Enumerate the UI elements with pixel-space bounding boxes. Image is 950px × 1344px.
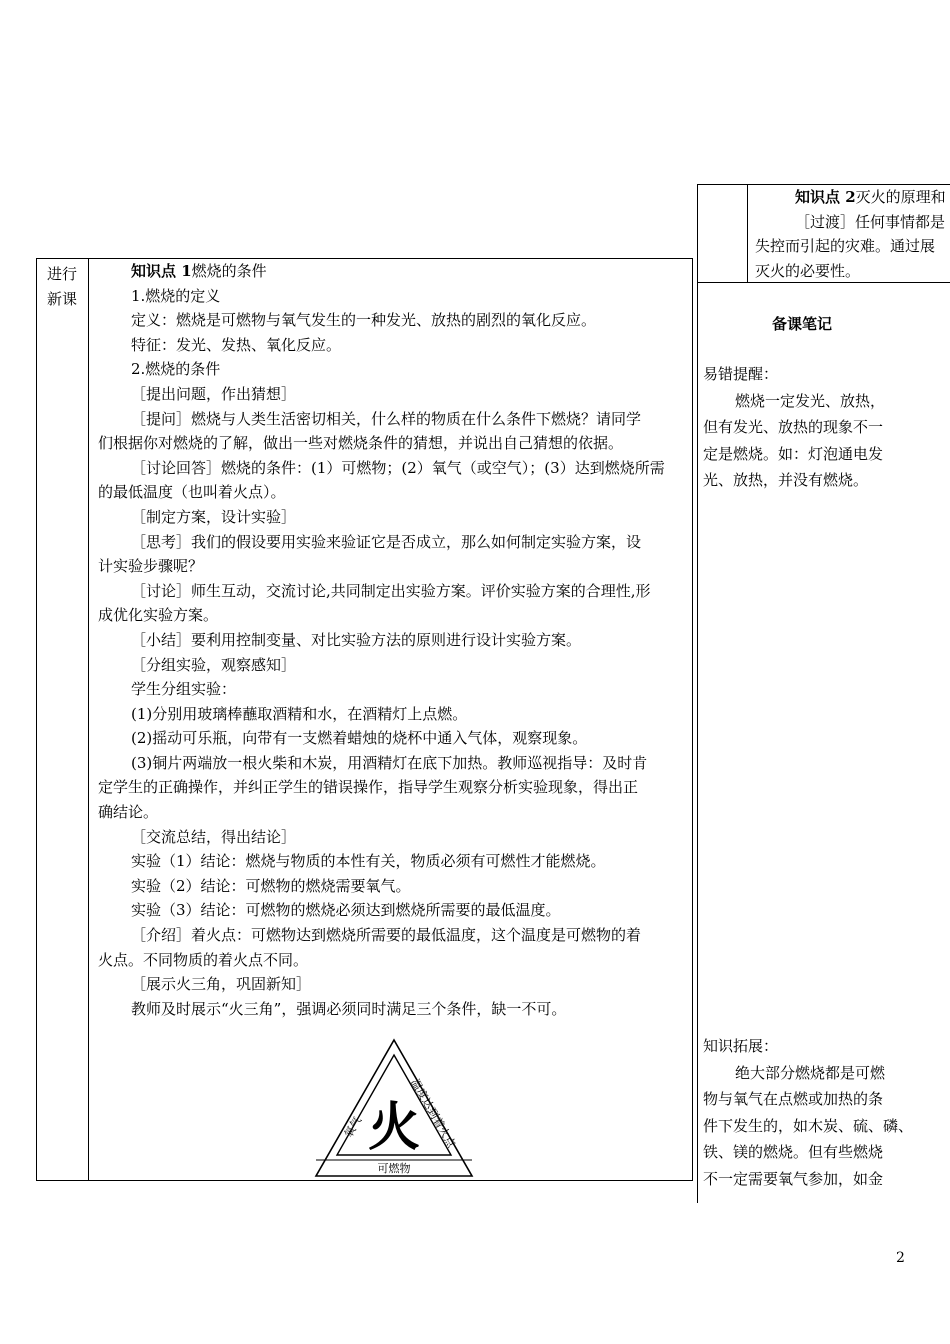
body-line: 实验（2）结论：可燃物的燃烧需要氧气。 xyxy=(131,876,411,895)
heading-bold: 知识点 1 xyxy=(131,262,192,280)
kp2-line-3: 灭火的必要性。 xyxy=(755,261,861,280)
section-label xyxy=(36,262,88,311)
tip-line-4: 光、放热，并没有燃烧。 xyxy=(703,471,869,489)
ext-block xyxy=(703,1033,913,1192)
body-line: (3)铜片两端放一根火柴和木炭，用酒精灯在底下加热。教师巡视指导：及时肯 xyxy=(131,753,648,772)
body-line: 火点。不同物质的着火点不同。 xyxy=(98,950,309,969)
ext-line-3: 件下发生的，如木炭、硫、磷、 xyxy=(703,1116,914,1135)
tip-line-2: 但有发光、放热的现象不一 xyxy=(703,418,884,436)
left-label: 氧气 xyxy=(341,1114,365,1141)
body-line: ［提问］燃烧与人类生活密切相关，什么样的物质在什么条件下燃烧？请同学 xyxy=(131,409,642,428)
kp2-heading-bold: 知识点 2 xyxy=(795,188,856,206)
body-line: ［制定方案，设计实验］ xyxy=(131,507,297,526)
body-line: ［思考］我们的假设要用实验来验证它是否成立，那么如何制定实验方案，设 xyxy=(131,532,642,551)
tip-line-1: 燃烧一定发光、放热， xyxy=(735,391,886,410)
body-line: ［交流总结，得出结论］ xyxy=(131,827,297,846)
kp2-heading-text: 灭火的原理和 xyxy=(855,188,946,206)
kp2-line-2: 失控而引起的灾难。通过展 xyxy=(755,237,936,256)
bottom-label: 可燃物 xyxy=(377,1162,411,1175)
body-line: 定学生的正确操作，并纠正学生的错误操作，指导学生观察分析实验现象，得出正 xyxy=(98,778,639,797)
body-line: 确结论。 xyxy=(98,803,159,822)
top-right-box-content xyxy=(755,185,950,283)
right-label: 温度达到着火点 xyxy=(408,1076,458,1150)
fire-center-char: 火 xyxy=(367,1097,421,1158)
body-line: 2.燃烧的条件 xyxy=(131,360,221,379)
section-label-line-1: 进行 xyxy=(46,265,77,283)
page-number: 2 xyxy=(896,1250,905,1266)
body-line: ［分组实验，观察感知］ xyxy=(131,655,297,674)
body-line: ［讨论］师生互动，交流讨论,共同制定出实验方案。评价实验方案的合理性,形 xyxy=(131,581,651,600)
fire-triangle-figure xyxy=(312,1037,476,1179)
notes-title: 备课笔记 xyxy=(771,315,832,333)
notes-column-border xyxy=(697,283,698,1203)
ext-line-5: 不一定需要氧气参加，如金 xyxy=(703,1169,884,1188)
body-line: ［小结］要利用控制变量、对比实验方法的原则进行设计实验方案。 xyxy=(131,630,582,649)
body-line: (2)摇动可乐瓶，向带有一支燃着蜡烛的烧杯中通入气体，观察现象。 xyxy=(131,729,588,748)
main-table-divider xyxy=(88,258,89,1181)
ext-line-1: 绝大部分燃烧都是可燃 xyxy=(735,1063,886,1082)
ext-label: 知识拓展： xyxy=(703,1037,779,1055)
section-label-line-2: 新课 xyxy=(46,289,77,308)
body-line: 实验（3）结论：可燃物的燃烧必须达到燃烧所需要的最低温度。 xyxy=(131,901,561,920)
main-lines xyxy=(98,284,688,1022)
body-line: ［讨论回答］燃烧的条件：(1）可燃物；(2）氧气（或空气）；(3）达到燃烧所需 xyxy=(131,458,665,477)
heading-text: 燃烧的条件 xyxy=(191,262,267,280)
body-line: 特征：发光、发热、氧化反应。 xyxy=(131,335,342,354)
body-line: 定义：燃烧是可燃物与氧气发生的一种发光、放热的剧烈的氧化反应。 xyxy=(131,311,597,330)
body-line: 1.燃烧的定义 xyxy=(131,286,221,305)
kp2-heading xyxy=(755,185,950,210)
tip-block xyxy=(703,361,885,494)
top-right-box-divider xyxy=(747,184,748,283)
body-line: 学生分组实验： xyxy=(131,680,237,699)
body-line: 计实验步骤呢？ xyxy=(98,557,204,576)
tip-label: 易错提醒： xyxy=(703,365,779,383)
kp2-line-1: ［过渡］任何事情都是 xyxy=(795,212,946,231)
body-line: 们根据你对燃烧的了解，做出一些对燃烧条件的猜想，并说出自己猜想的依据。 xyxy=(98,434,624,453)
body-line: (1)分别用玻璃棒蘸取酒精和水，在酒精灯上点燃。 xyxy=(131,704,468,723)
body-line: 实验（1）结论：燃烧与物质的本性有关，物质必须有可燃性才能燃烧。 xyxy=(131,852,606,871)
body-line: ［介绍］着火点：可燃物达到燃烧所需要的最低温度，这个温度是可燃物的着 xyxy=(131,926,642,945)
knowledge-point-heading xyxy=(98,259,688,284)
body-line: ［展示火三角，巩固新知］ xyxy=(131,975,312,994)
ext-line-4: 铁、镁的燃烧。但有些燃烧 xyxy=(703,1143,884,1161)
body-line: 教师及时展示“火三角”，强调必须同时满足三个条件，缺一不可。 xyxy=(131,999,567,1018)
ext-line-2: 物与氧气在点燃或加热的条 xyxy=(703,1090,884,1108)
main-content xyxy=(98,259,688,1021)
body-line: 成优化实验方案。 xyxy=(98,606,219,625)
tip-line-3: 定是燃烧。如：灯泡通电发 xyxy=(703,444,884,463)
body-line: 的最低温度（也叫着火点）。 xyxy=(98,483,286,502)
body-line: ［提出问题，作出猜想］ xyxy=(131,384,297,403)
